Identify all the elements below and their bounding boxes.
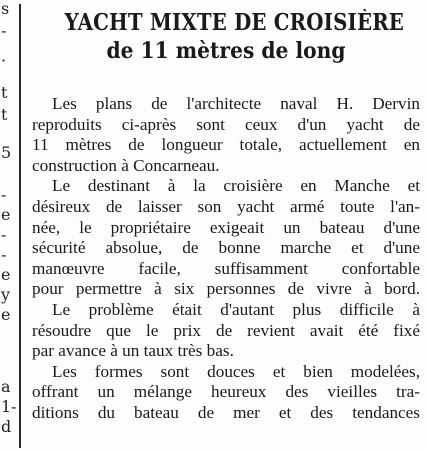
fragment-glyph: - xyxy=(1,21,7,40)
paragraph-line: Le problème était d'autant plus difficile à xyxy=(52,299,420,319)
paragraph-line: sécurité absolue, de bonne marche et d'une xyxy=(32,238,420,258)
fragment-glyph: 1- xyxy=(1,397,17,416)
fragment-glyph: d xyxy=(1,417,12,436)
article-headline: YACHT MIXTE DE CROISIÈRE xyxy=(64,9,405,36)
paragraph-line: reproduits ci-après sont ceux d'un yacht de xyxy=(32,114,420,134)
fragment-glyph: e xyxy=(1,305,11,324)
paragraph-line: 11 mètres de longueur totale, actuellement en xyxy=(32,135,420,155)
paragraph-line: ditions du bateau de mer et des tendances xyxy=(32,402,420,422)
article-paragraph xyxy=(32,362,420,424)
fragment-glyph: - xyxy=(1,225,7,244)
column-divider-rule xyxy=(19,4,21,448)
fragment-glyph: - xyxy=(1,185,7,204)
fragment-glyph: t xyxy=(1,105,8,124)
article-paragraph xyxy=(32,94,420,176)
paragraph-line: résoudre que le prix de revient avait été fixé xyxy=(32,320,420,340)
fragment-glyph: 5 xyxy=(1,143,12,162)
paragraph-line: pour permettre à six personnes de vivre à bord. xyxy=(32,279,420,299)
article-body xyxy=(32,94,420,424)
paragraph-line: née, le propriétaire exigeait un bateau d'une xyxy=(32,217,420,237)
paragraph-line: Les formes sont douces et bien modelées, xyxy=(52,361,420,381)
paragraph-line: Le destinant à la croisière en Manche et xyxy=(52,176,420,196)
article-paragraph xyxy=(32,176,420,300)
article-paragraph xyxy=(32,300,420,362)
fragment-glyph: · xyxy=(1,51,7,70)
fragment-glyph: - xyxy=(1,245,7,264)
fragment-glyph: y xyxy=(1,285,11,304)
fragment-glyph: s xyxy=(1,0,10,18)
fragment-glyph: e xyxy=(1,205,11,224)
fragment-glyph: e xyxy=(1,265,11,284)
paragraph-line: offrant un mélange heureux des vieilles tra- xyxy=(32,382,420,402)
adjacent-column-fragments xyxy=(0,0,16,450)
fragment-glyph: t xyxy=(1,83,8,102)
article-subheadline: de 11 mètres de long xyxy=(106,38,346,64)
paragraph-line: manœuvre facile, suffisamment confortable xyxy=(32,258,420,278)
paragraph-line: désireux de laisser son yacht armé toute l'an- xyxy=(32,196,420,216)
paragraph-line: construction à Concarneau. xyxy=(32,155,220,175)
paragraph-line: Les plans de l'architecte naval H. Dervin xyxy=(52,94,420,113)
fragment-glyph: a xyxy=(1,377,11,396)
paragraph-line: par avance à un taux très bas. xyxy=(32,341,234,361)
